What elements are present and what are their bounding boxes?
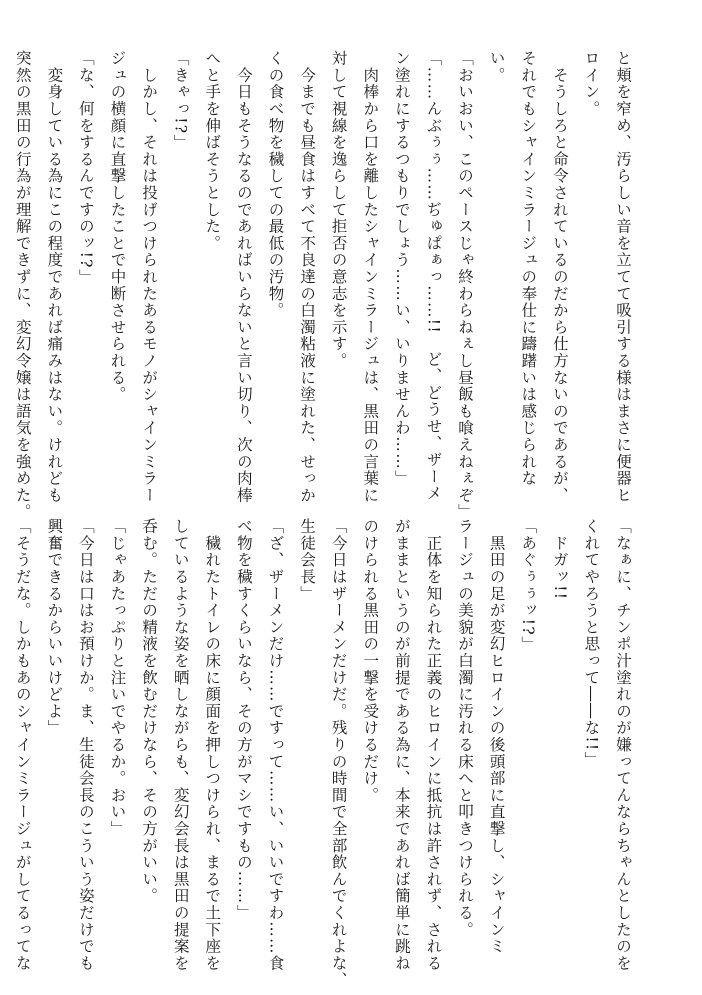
text-column: へと手を伸ばそうとした。 [203, 50, 222, 252]
text-column: ン塗れにするつもりでしょう……い、いりませんわ……」 [392, 50, 411, 487]
text-column: 「……んぶぅぅ……ぢゅぱぁっ……!! ど、どうせ、ザーメ [424, 50, 443, 502]
text-column: 「おいおい、このペースじゃ終わらねぇし昼飯も喰えねぇぞ」 [456, 50, 475, 521]
text-column: 呑む。ただの精液を飲むだけなら、その方がいい。 [140, 518, 159, 905]
text-column: 今日もそうなるのであればいらないと言い切り、次の肉棒 [234, 50, 253, 504]
lower-text-block [13, 518, 638, 989]
text-column: くれてやろうと思って――な!!」 [582, 518, 601, 769]
text-column: 「なぁに、チンポ汁塗れのが嫌ってんならちゃんとしたのを [614, 518, 632, 972]
text-column: 黒田の足が変幻ヒロインの後頭部に直撃し、シャインミ [487, 518, 506, 955]
text-column: 「じゃあたっぷりと注いでやるか。おい」 [108, 518, 127, 838]
text-column: 肉棒から口を離したシャインミラージュは、黒田の言葉に [361, 50, 380, 504]
text-column: のけられる黒田の一撃を受けるだけ。 [361, 518, 380, 804]
text-column: と頬を窄め、汚らしい音を立てて吸引する様はまさに便器ヒ [614, 50, 632, 504]
text-column: 「今日はザーメンだけだ。残りの時間で全部飲んでくれよな、 [329, 518, 348, 989]
text-column: 「そうだな。しかもあのシャインミラージュがしてるってな [13, 518, 32, 972]
text-column [0, 50, 6, 460]
text-column: そうしろと命令されているのだから仕方ないのであるが、 [550, 50, 569, 504]
text-column: い。 [487, 50, 506, 84]
text-column: ジュの横顔に直撃したことで中断させられる。 [108, 50, 127, 403]
text-column: 突然の黒田の行為が理解できずに、変幻令嬢は語気を強めた。 [13, 50, 32, 521]
text-column: くの食べ物を穢しての最低の汚物。 [266, 50, 285, 319]
text-column: しかし、それは投げつけられたあるモノがシャインミラー [140, 50, 159, 504]
text-column: べ物を穢すくらいなら、その方がマシですもの……」 [234, 518, 253, 922]
text-column: ロイン。 [582, 50, 601, 118]
text-column: それでもシャインミラージュの奉仕に躊躇いは感じられな [519, 50, 538, 487]
text-column: 「きゃっ!?」 [171, 50, 190, 152]
text-column: ラージュの美貌が白濁に汚れる床へと叩きつけられる。 [456, 518, 475, 938]
text-column: 興奮できるからいいけどよ」 [45, 518, 64, 737]
text-column: 対して視線を逸らして拒否の意志を示す。 [329, 50, 348, 370]
text-column: しているような姿を晒しながらも、変幻会長は黒田の提案を [171, 518, 190, 972]
text-column: がままというのが前提である為に、本来であれば簡単に跳ね [392, 518, 411, 972]
upper-text-block [13, 50, 638, 521]
text-column: 「ざ、ザーメンだけ……ですって……い、いいですわ……食 [266, 518, 285, 972]
text-column: 「今日は口はお預けか。ま、生徒会長のこういう姿だけでも [76, 518, 95, 972]
text-column: 変身している為にこの程度であれば痛みはない。けれども [45, 50, 64, 504]
text-column: 生徒会長」 [298, 518, 317, 602]
text-column: 「あぐぅぅッ!?」 [519, 518, 538, 653]
text-column: 正体を知られた正義のヒロインに抵抗は許されず、される [424, 518, 443, 972]
text-column: 今までも昼食はすべて不良達の白濁粘液に塗れた、せっか [298, 50, 317, 504]
text-column: ドガッ!! [550, 518, 569, 601]
text-column: 「な、何をするんですのッ!?」 [76, 50, 95, 286]
text-column: 穢れたトイレの床に顔面を押しつけられ、まるで土下座を [203, 518, 222, 972]
